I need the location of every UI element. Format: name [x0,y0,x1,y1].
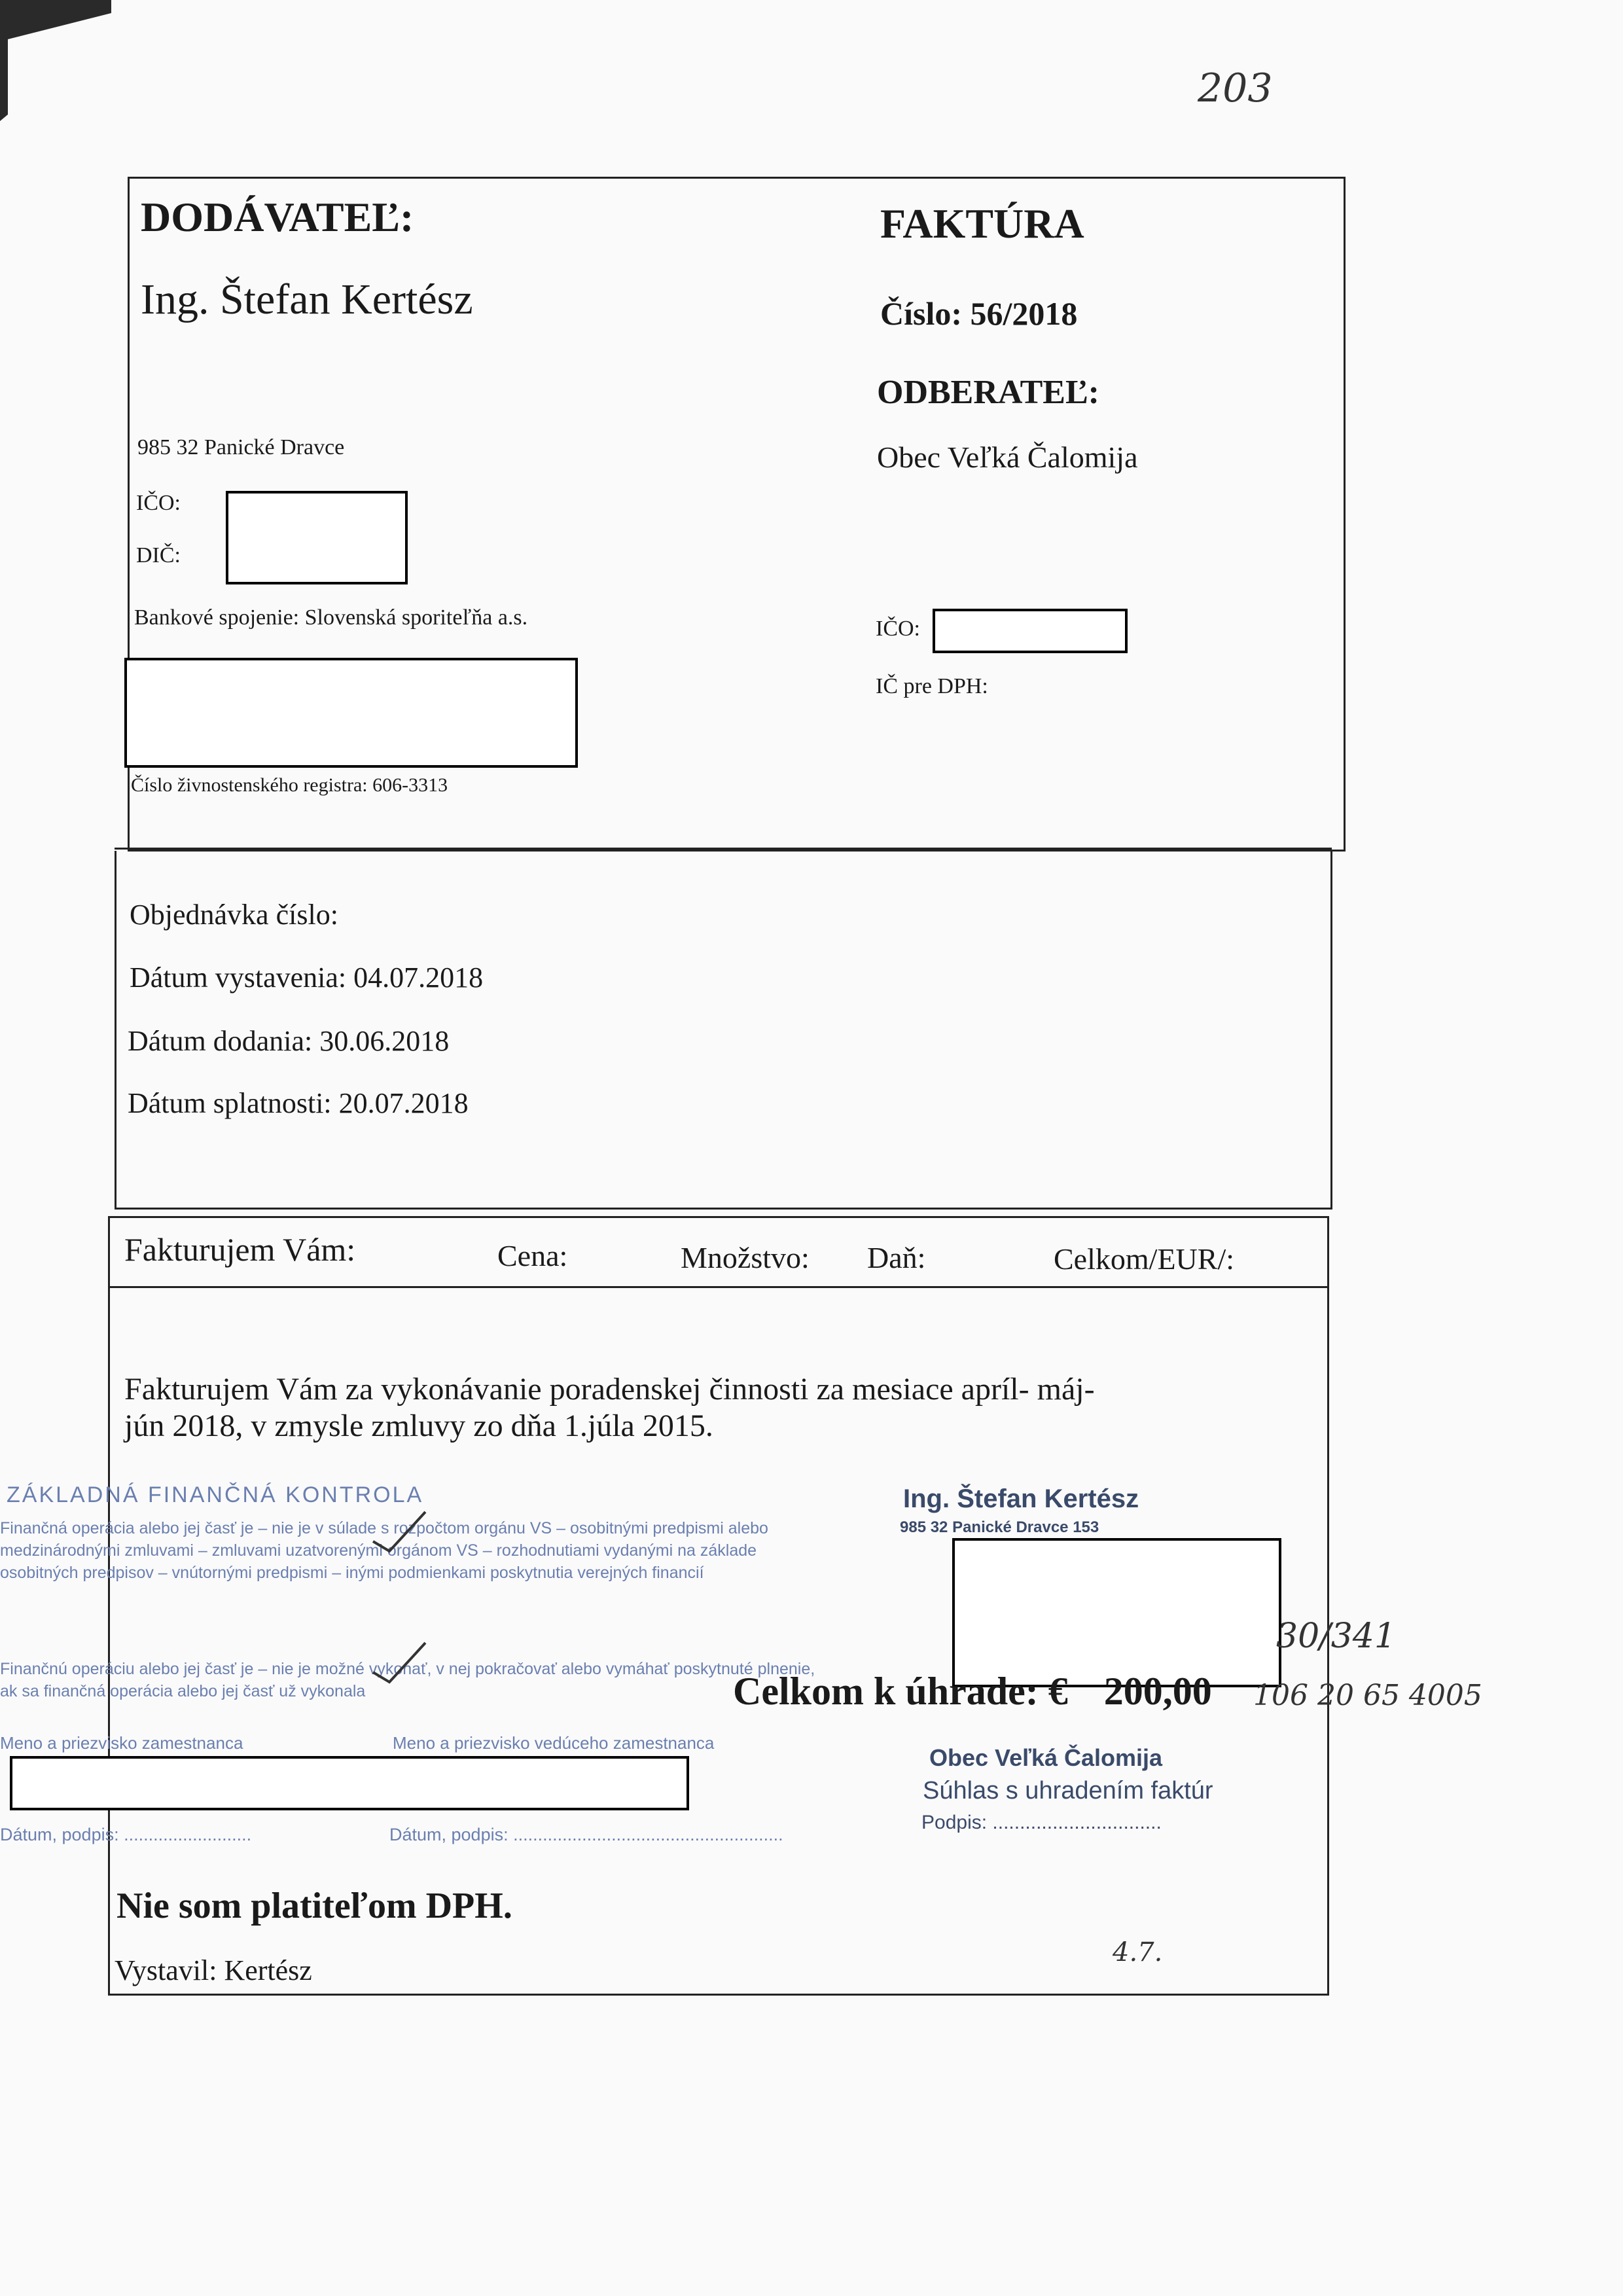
customer-name: Obec Veľká Čalomija [877,440,1138,474]
total-label: Celkom k úhrade: € [733,1670,1068,1713]
control-stamp-paragraph-1: Finančná operácia alebo jej časť je – nie je v súlade s rozpočtom orgánu VS – osobitnými predpismi alebo medzinárodnými zmluvami – zmluvami uzatvorenými orgánom VS – rozhodnutiami vydanými na základe osobitných predpisov – vnútornými predpismi – inými podmienkami poskytnutia verejných financií [0,1519,768,1582]
supplier-name: Ing. Štefan Kertész [141,276,473,323]
redacted-stamp-detail [952,1538,1281,1687]
date-due: Dátum splatnosti: 20.07.2018 [128,1087,469,1119]
item-description [124,1371,1095,1444]
control-stamp-paragraph-2: Finančnú operáciu alebo jej časť je – nie je možné vykonať, v nej pokračovať alebo vymáhať poskytnuté plnenie, ak sa finančná operácia alebo jej časť už vykonala [0,1660,815,1700]
checkmark-1-icon [366,1505,432,1558]
col-header-description: Fakturujem Vám: [124,1231,356,1268]
invoice-number: Číslo: 56/2018 [880,295,1078,332]
customer-ico-label: IČO: [876,617,920,641]
control-stamp-date-sign-2: Dátum, podpis: ....................................................... [389,1825,783,1844]
items-header-divider [108,1286,1329,1288]
handwritten-note-3: 4.7. [1113,1937,1163,1967]
invoice-title: FAKTÚRA [880,200,1084,247]
scan-corner [0,0,118,124]
item-description-line-2: jún 2018, v zmysle zmluvy zo dňa 1.júla 2015. [124,1408,713,1443]
handwritten-note-1: 30/341 [1276,1617,1396,1656]
trade-register-number: Číslo živnostenského registra: 606-3313 [131,774,448,796]
col-header-quantity: Množstvo: [681,1241,810,1274]
redacted-bank-account [124,658,578,768]
control-stamp-employee: Meno a priezvisko zamestnanca [0,1733,243,1753]
approval-stamp-line: Súhlas s uhradením faktúr [923,1777,1213,1804]
date-delivered: Dátum dodania: 30.06.2018 [128,1025,450,1057]
col-header-price: Cena: [497,1239,568,1272]
handwritten-note-2: 106 20 65 4005 [1253,1679,1482,1712]
item-description-line-1: Fakturujem Vám za vykonávanie poradenskej činnosti za mesiace apríl- máj- [124,1372,1095,1407]
redacted-customer-ico [933,609,1128,653]
checkmark-2-icon [366,1636,432,1689]
supplier-ico-label: IČO: [136,491,181,515]
total-amount: 200,00 [1103,1670,1212,1713]
supplier-heading: DODÁVATEĽ: [141,194,414,240]
col-header-tax: Daň: [867,1241,926,1274]
control-stamp-manager: Meno a priezvisko vedúceho zamestnanca [393,1733,715,1753]
supplier-stamp-address: 985 32 Panické Dravce 153 [900,1518,1099,1536]
supplier-address: 985 32 Panické Dravce [137,435,345,459]
issued-by: Vystavil: Kertész [115,1954,312,1986]
order-number-label: Objednávka číslo: [130,899,338,931]
bank-connection: Bankové spojenie: Slovenská sporiteľňa a.s. [134,605,528,630]
supplier-dic-label: DIČ: [136,543,181,567]
vat-note: Nie som platiteľom DPH. [116,1886,512,1926]
approval-stamp-sign: Podpis: ............................... [921,1812,1162,1833]
control-stamp-title: ZÁKLADNÁ FINANČNÁ KONTROLA [7,1482,424,1507]
customer-vat-label: IČ pre DPH: [876,674,988,698]
col-header-total: Celkom/EUR/: [1054,1242,1234,1276]
section-divider [115,848,1332,850]
date-issued: Dátum vystavenia: 04.07.2018 [130,961,484,994]
control-stamp-date-sign-1: Dátum, podpis: .......................... [0,1825,252,1844]
supplier-stamp-name: Ing. Štefan Kertész [903,1484,1139,1513]
approval-stamp-org: Obec Veľká Čalomija [929,1744,1163,1771]
redacted-supplier-ids [226,491,408,584]
handwritten-page-number: 203 [1198,65,1273,111]
customer-heading: ODBERATEĽ: [877,374,1099,411]
redacted-control-names [10,1756,689,1810]
